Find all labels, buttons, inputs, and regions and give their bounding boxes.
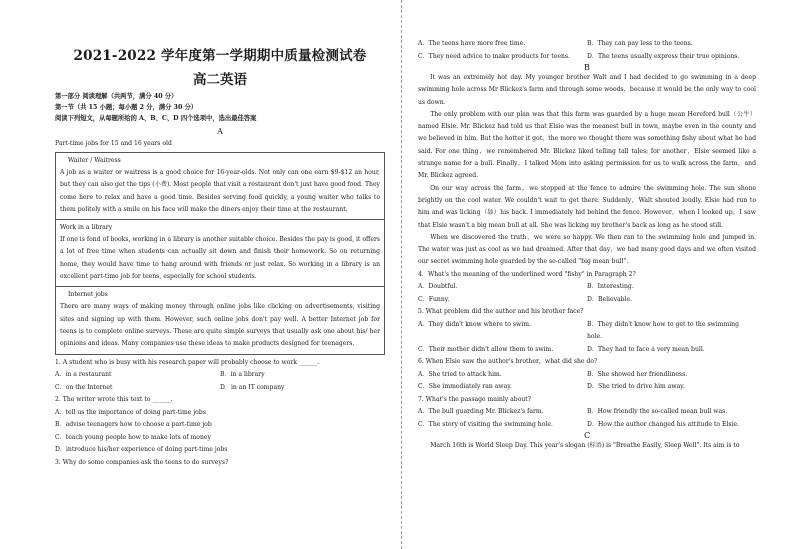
- option-c: C．Their mother didn't allow them to swim.: [418, 345, 554, 353]
- job-text: A job as a waiter or waitress is a good choice for 16-year-olds. Not only can one earn $9-$12 an hour, but they can also get the tips (小费). Most people that visit a restaurant don't just have good food. They come here to relax and have a good time. Besides serving food quickly, a young waiter who talks to them politely with a smile on his face will make the diners enjoy their time at the restaurant.: [60, 169, 380, 213]
- option-d: D．The teens usually express their true opinions.: [587, 52, 740, 60]
- job-title: Internet jobs: [68, 291, 108, 299]
- question-3: 3. Why do some companies ask the teens to do surveys?: [55, 458, 229, 466]
- column-divider: [401, 0, 402, 549]
- option-c: C．on the Internet: [55, 383, 113, 391]
- option-c: C．The story of visiting the swimming hole.: [418, 420, 553, 428]
- job-title: Work in a library: [60, 224, 113, 232]
- job-waiter: [56, 153, 384, 220]
- option-c: C．They need advice to make products for teens.: [418, 52, 570, 60]
- exam-title: 2021-2022 学年度第一学期期中质量检测试卷: [73, 48, 367, 64]
- option-c: C．Funny.: [418, 295, 450, 303]
- passage-a-intro: Part-time jobs for 15 and 16 years old: [55, 140, 172, 147]
- passage-c-label: C: [583, 431, 591, 441]
- option-a: A．They didn't know where to swim.: [418, 320, 531, 328]
- option-a: A．The teens have more free time.: [418, 40, 526, 47]
- exam-subtitle: 高二英语: [193, 72, 247, 88]
- option-b: B．They didn't know how to get to the swimming hole.: [586, 320, 739, 341]
- question-1: 1. A student who is busy with his research paper will probably choose to work ______.: [55, 358, 320, 366]
- option-b: B．in a library: [220, 371, 265, 379]
- section-heading: 第一节（共 15 小题；每小题 2 分，满分 30 分）: [55, 104, 198, 111]
- option-b: B．Interesting.: [587, 283, 634, 291]
- option-a: A．The bull guarding Mr. Blickez's farm.: [418, 408, 544, 416]
- option-a: A．in a restaurant: [55, 371, 112, 379]
- job-text: If one is fond of books, working in a library is another suitable choice. Besides the pay is good, it offers a lot of free time when students can actually sit down and finish their homework. So on returning home, they would have time to hang around with friends or just relax. So working in a library is an excellent part-time job for teens, especially for school students.: [60, 236, 380, 281]
- passage-b-paragraph: It was an extremely hot day. My younger brother Walt and I had decided to go swimming in a deep swimming hole across Mr Blickez's farm and through some woods，because it would be the only way to cool us down.: [418, 74, 756, 106]
- question-6: 6. When Elsie saw the author's brother，what did she do?: [418, 358, 598, 366]
- job-title: Waiter / Waitress: [68, 157, 121, 164]
- option-d: D．introduce his/her experience of doing part-time jobs: [55, 446, 228, 454]
- option-d: D．Believable.: [587, 295, 633, 303]
- option-a: A．She tried to attack him.: [418, 370, 502, 378]
- left-column: [55, 0, 385, 469]
- option-b: B．She showed her friendliness.: [587, 370, 688, 378]
- option-d: D．in an IT company: [220, 383, 285, 391]
- part-heading: 第一部分 阅读理解（共两节，满分 40 分）: [55, 93, 178, 100]
- jobs-box: [55, 152, 385, 355]
- question-5: 5. What problem did the author and his brother face?: [418, 308, 584, 316]
- question-2: 2. The writer wrote this text to ______.: [55, 396, 173, 404]
- instruction: 阅读下列短文，从每题所给的 A、B、C、D 四个选项中，选出最佳答案: [55, 115, 257, 122]
- option-d: D．How the author changed his attitude to Elsie.: [587, 420, 740, 428]
- option-a: A．tell us the importance of doing part-time jobs: [55, 408, 206, 416]
- option-b: B．advise teenagers how to choose a part-time job: [55, 421, 212, 429]
- question-7: 7. What's the passage mainly about?: [418, 395, 531, 403]
- passage-a-label: A: [217, 127, 223, 136]
- question-4: 4．What's the meaning of the underlined word "fishy" in Paragraph 2?: [418, 270, 636, 278]
- passage-b-paragraph: The only problem with our plan was that this farm was guarded by a huge mean Hereford bull（公牛）named Elsie. Mr. Blickez had told us that Elsie was the meanest bull in town, maybe even in the county and we believed in him. But the hotter it got，the more we thought there was something fishy about what he had said. For one thing，we remembered Mr. Blickez liked telling tall tales; for another，Elsie seemed like a strange name for a bull. Finally，I talked Mom into asking permission for us to walk across the farm，and Mr. Blickez agreed.: [418, 110, 756, 180]
- right-column: [418, 0, 756, 453]
- passage-b-label: B: [584, 63, 590, 72]
- option-c: C．teach young people how to make lots of money: [55, 433, 211, 441]
- passage-b-paragraph: On our way across the farm，we stopped at the fence to admire the swimming hole. The sun shone brightly on the cool water. We couldn't wait to get there. Suddenly，Walt shouted loudly. Elsie had run to him and was licking（舔）his back. I immediately hid behind the fence. However，when I looked up，I saw that Elsie wasn't a big mean bull at all. She was licking my brother's back as long as he stood still.: [418, 184, 756, 229]
- option-b: B．They can pay less to the teens.: [587, 40, 693, 47]
- job-library: [56, 220, 384, 287]
- job-text: There are many ways of making money through online jobs like clicking on advertisements, visiting sites and signing up with them. However, such online jobs don't pay well. A better Internet job for teens is to complete online surveys. These are quite simple surveys that usually ask one about his/ her opinions and ideas. Many companies use these ideas to make products designed for teenagers.: [60, 303, 380, 348]
- option-b: B．How friendly the so-called mean bull was.: [587, 408, 728, 416]
- option-a: A．Doubtful.: [418, 283, 458, 291]
- job-internet: [56, 287, 384, 353]
- passage-c-paragraph: March 16th is World Sleep Day. This year's slogan (标语) is "Breathe Easily, Sleep Well". Its aim is to: [430, 442, 740, 450]
- option-c: C．She immediately ran away.: [418, 383, 512, 391]
- option-d: D．She tried to drive him away.: [587, 383, 685, 391]
- passage-b-paragraph: When we discovered the truth，we were so happy. We then ran to the swimming hole and jumped in. The water was just as cool as we had dreamed. After that day，we had many good days and we often visited our secret swimming hole guarded by the so-called "big mean bull".: [418, 233, 756, 266]
- option-d: D．They had to face a very mean bull.: [587, 345, 705, 353]
